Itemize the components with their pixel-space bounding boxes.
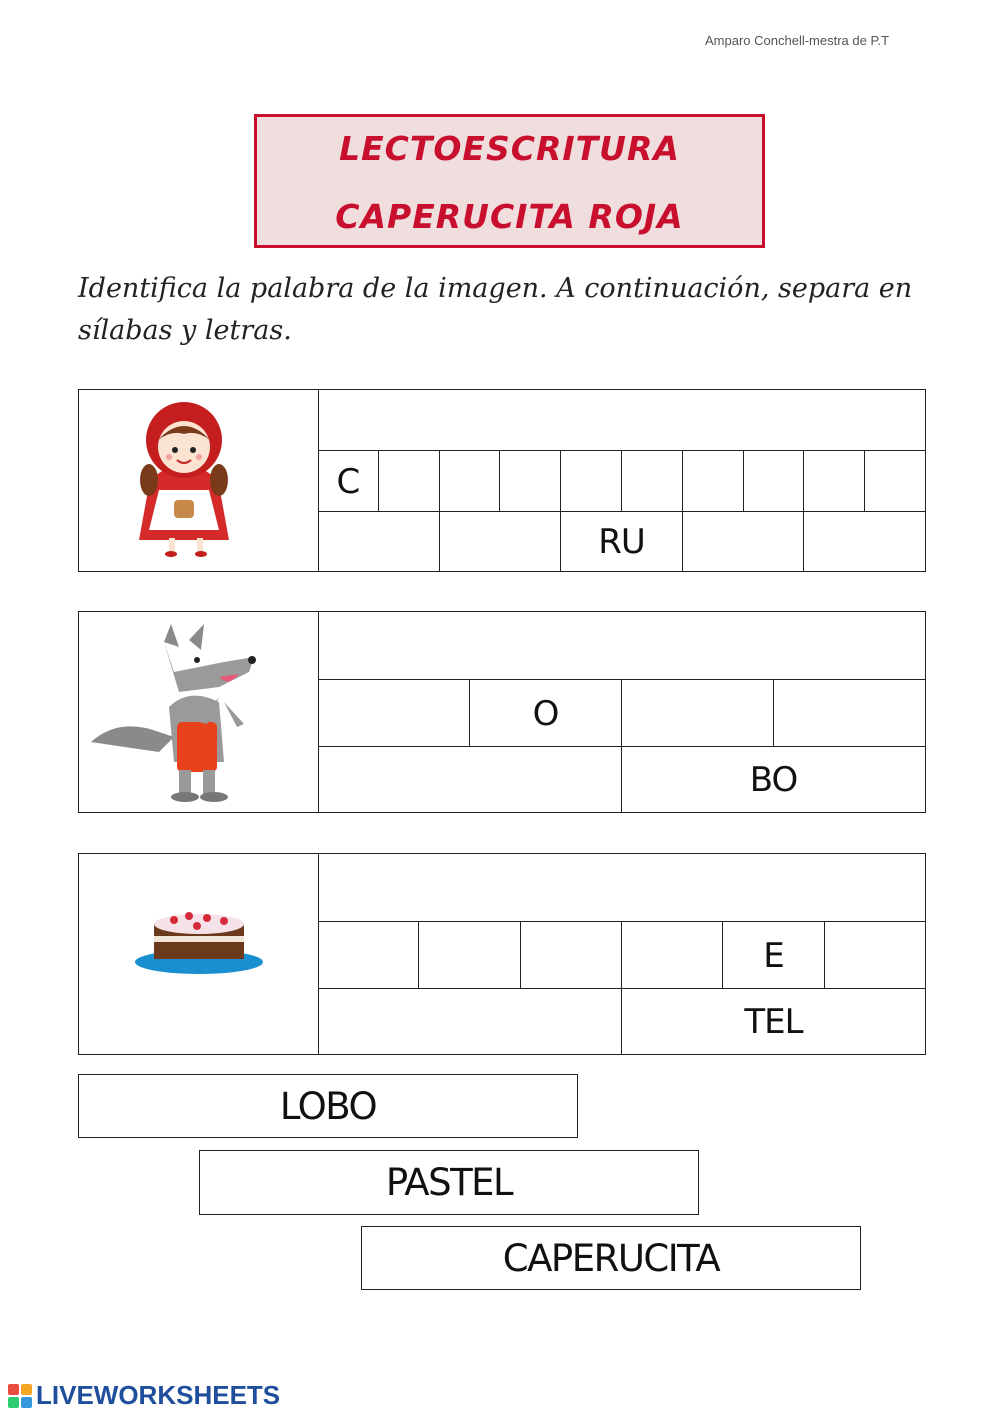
letter-cell[interactable]: E <box>722 922 823 989</box>
word-row <box>318 390 925 450</box>
word-field[interactable] <box>318 612 925 679</box>
word-tile-pastel[interactable]: PASTEL <box>199 1150 699 1215</box>
letter-cell[interactable] <box>499 451 560 512</box>
letter-cell[interactable] <box>318 922 418 989</box>
logo-text: LIVEWORKSHEETS <box>36 1380 281 1410</box>
word-tile-lobo[interactable]: LOBO <box>78 1074 578 1138</box>
word-field[interactable] <box>318 390 925 450</box>
liveworksheets-logo-icon <box>8 1384 32 1408</box>
syllable-cell[interactable]: BO <box>621 747 925 813</box>
syllable-cell[interactable] <box>682 512 804 572</box>
answer-grid <box>318 390 925 571</box>
syllable-cell[interactable]: RU <box>560 512 682 572</box>
little-red-riding-hood-icon <box>79 390 318 571</box>
instructions: Identifica la palabra de la imagen. A continuación, separa en sílabas y letras. <box>78 273 913 346</box>
answer-grid <box>318 854 925 1054</box>
image-cell <box>79 612 319 812</box>
title-box <box>254 114 765 248</box>
letters-row <box>318 679 925 747</box>
syllable-cell[interactable]: TEL <box>621 989 925 1055</box>
letter-cell[interactable] <box>560 451 621 512</box>
letter-cell[interactable] <box>318 680 469 747</box>
exercise-pastel <box>78 853 926 1055</box>
letter-cell[interactable] <box>824 922 925 989</box>
syllable-cell[interactable] <box>318 989 621 1055</box>
syllable-cell[interactable] <box>318 512 439 572</box>
letters-row <box>318 921 925 989</box>
syllables-row <box>318 746 925 813</box>
word-field[interactable] <box>318 854 925 921</box>
author-credit: Amparo Conchell-mestra de P.T <box>705 33 890 48</box>
letter-cell[interactable] <box>773 680 925 747</box>
letter-cell[interactable] <box>864 451 925 512</box>
syllables-row <box>318 511 925 572</box>
letter-cell[interactable] <box>621 451 682 512</box>
word-row <box>318 854 925 921</box>
title-line-1: LECTOESCRITURA <box>339 129 680 168</box>
letter-cell[interactable] <box>418 922 519 989</box>
letter-cell[interactable] <box>621 922 722 989</box>
exercise-caperucita <box>78 389 926 572</box>
syllable-cell[interactable] <box>803 512 925 572</box>
image-cell <box>79 390 319 571</box>
letter-cell[interactable]: O <box>469 680 621 747</box>
letters-row <box>318 450 925 512</box>
letter-cell[interactable] <box>378 451 439 512</box>
syllable-cell[interactable] <box>318 747 621 813</box>
letter-cell[interactable] <box>803 451 864 512</box>
image-cell <box>79 854 319 1054</box>
syllable-cell[interactable] <box>439 512 561 572</box>
letter-cell[interactable] <box>621 680 773 747</box>
letter-cell[interactable] <box>520 922 621 989</box>
letter-cell[interactable] <box>682 451 743 512</box>
title-line-2: CAPERUCITA ROJA <box>335 197 684 236</box>
word-row <box>318 612 925 679</box>
word-tile-caperucita[interactable]: CAPERUCITA <box>361 1226 861 1290</box>
syllables-row <box>318 988 925 1055</box>
exercise-lobo <box>78 611 926 813</box>
letter-cell[interactable]: C <box>336 461 360 502</box>
letter-cell[interactable] <box>743 451 804 512</box>
letter-cell[interactable] <box>439 451 500 512</box>
liveworksheets-logo <box>8 1380 280 1411</box>
answer-grid <box>318 612 925 812</box>
cake-icon <box>79 854 318 1054</box>
wolf-icon <box>79 612 318 812</box>
